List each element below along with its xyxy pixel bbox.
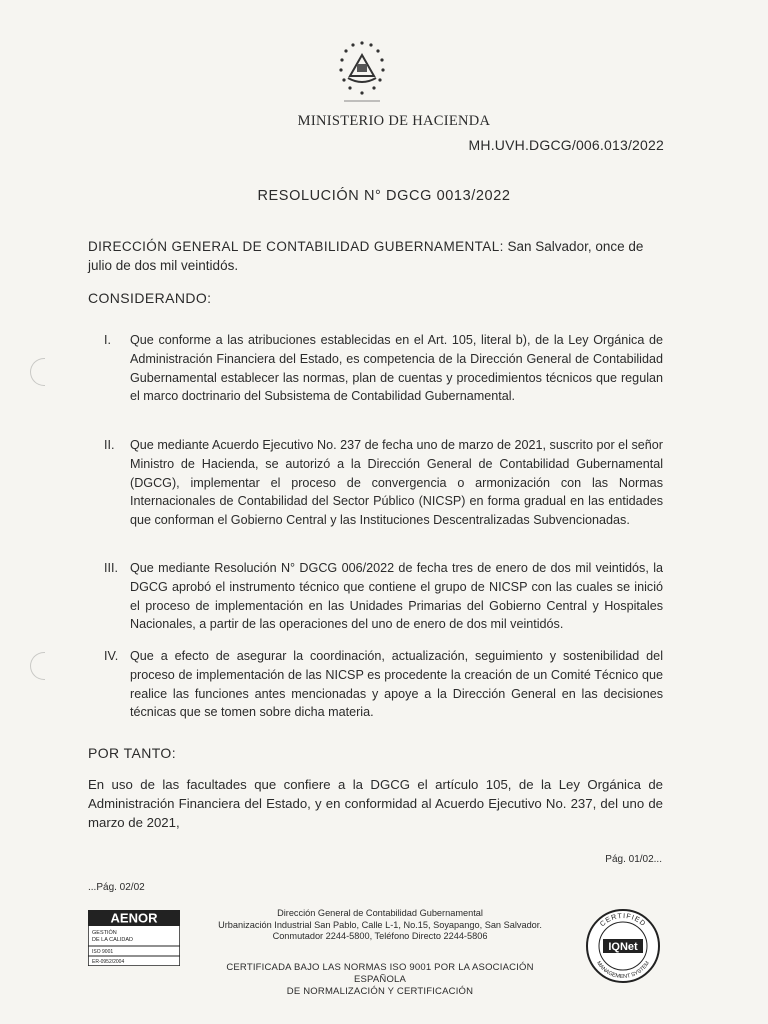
final-paragraph: En uso de las facultades que confiere a la DGCG el artículo 105, de la Ley Orgánica de Administración Financiera del Estado, y en conformidad al Acuerdo Ejecutivo No. 237, del uno de marzo de 2021,	[88, 777, 663, 830]
intro-heading: DIRECCIÓN GENERAL DE CONTABILIDAD GUBERNAMENTAL:	[88, 239, 504, 254]
footer-address-line: Conmutador 2244-5800, Teléfono Directo 2244-5806	[272, 931, 488, 941]
document-reference: MH.UVH.DGCG/006.013/2022	[468, 137, 664, 153]
aenor-gestion-text: GESTIÓN	[92, 930, 117, 936]
iqnet-logo-icon	[585, 908, 661, 984]
footer-cert-line: CERTIFICADA BAJO LAS NORMAS ISO 9001 POR LA ASOCIACIÓN ESPAÑOLA	[226, 962, 534, 985]
por-tanto-heading: POR TANTO:	[88, 745, 177, 761]
page-number: Pág. 01/02...	[605, 854, 662, 865]
intro-paragraph	[88, 237, 663, 275]
binder-hole-mark	[30, 652, 45, 680]
binder-hole-mark	[30, 358, 45, 386]
item-text: Que a efecto de asegurar la coordinación, actualización, seguimiento y sostenibilidad del proceso de implementación de las NICSP es procedente la creación de un Comité Técnico que realice las funciones antes mencionadas y apoye a la Dirección General en las decisiones técnicas que se tomen sobre dicha materia.	[130, 649, 663, 720]
item-numeral: IV.	[104, 649, 119, 663]
aenor-calidad-text: DE LA CALIDAD	[92, 937, 133, 943]
resolution-title: RESOLUCIÓN N° DGCG 0013/2022	[257, 188, 511, 204]
aenor-logo-text: AENOR	[110, 910, 158, 926]
aenor-iso-text: ISO 9001	[92, 949, 114, 955]
item-numeral: III.	[104, 561, 118, 575]
footer-address-line: Dirección General de Contabilidad Gubernamental	[277, 908, 483, 918]
considerando-item	[88, 559, 663, 634]
iqnet-logo-text: IQNet	[608, 941, 638, 953]
considerando-item	[88, 647, 663, 722]
ministry-name: MINISTERIO DE HACIENDA	[297, 113, 491, 129]
intro-text: San Salvador, once de julio de dos mil veintidós.	[88, 239, 644, 273]
footer-cert-line: DE NORMALIZACIÓN Y CERTIFICACIÓN	[286, 986, 474, 997]
item-numeral: II.	[104, 438, 115, 452]
footer-certification	[200, 962, 560, 998]
item-numeral: I.	[104, 333, 111, 347]
considerando-item	[88, 331, 663, 406]
item-text: Que mediante Resolución N° DGCG 006/2022 de fecha tres de enero de dos mil veintidós, la DGCG aprobó el instrumento técnico que contiene el grupo de NICSP con las cuales se inició el proceso de implementación en las Unidades Primarias del Gobierno Central y Hospitales Nacionales, a partir de las operaciones del uno de enero de dos mil veintidós.	[130, 561, 663, 632]
footer-address	[200, 908, 560, 943]
footer-address-line: Urbanización Industrial San Pablo, Calle L-1, No.15, Soyapango, San Salvador.	[218, 919, 542, 930]
iqnet-top-text: CERTIFIED	[599, 912, 647, 929]
iqnet-bottom-text: MANAGEMENT SYSTEM	[595, 960, 651, 981]
considerando-heading: CONSIDERANDO:	[88, 290, 212, 306]
coat-of-arms-icon	[330, 38, 394, 104]
considerando-item	[88, 436, 663, 530]
aenor-logo-icon	[88, 910, 180, 966]
aenor-cert-text: ER-0952/2004	[92, 959, 125, 965]
item-text: Que mediante Acuerdo Ejecutivo No. 237 de fecha uno de marzo de 2021, suscrito por el señor Ministro de Hacienda, se autorizó a la Dirección General de Contabilidad Gubernamental (DGCG), implementar el proceso de convergencia o armonización con las Normas Internacionales de Contabilidad del Sector Público (NICSP) en forma gradual en las entidades que conforman el Gobierno Central y las Instituciones Descentralizadas Subvencionadas.	[130, 438, 663, 528]
page-number-stamp: ...Pág. 02/02	[88, 882, 145, 893]
item-text: Que conforme a las atribuciones establecidas en el Art. 105, literal b), de la Ley Orgánica de Administración Financiera del Estado, es competencia de la Dirección General de Contabilidad Gubernamental establecer las normas, plan de cuentas y procedimientos técnicos que regulan el marco doctrinario del Subsistema de Contabilidad Gubernamental.	[130, 333, 663, 404]
